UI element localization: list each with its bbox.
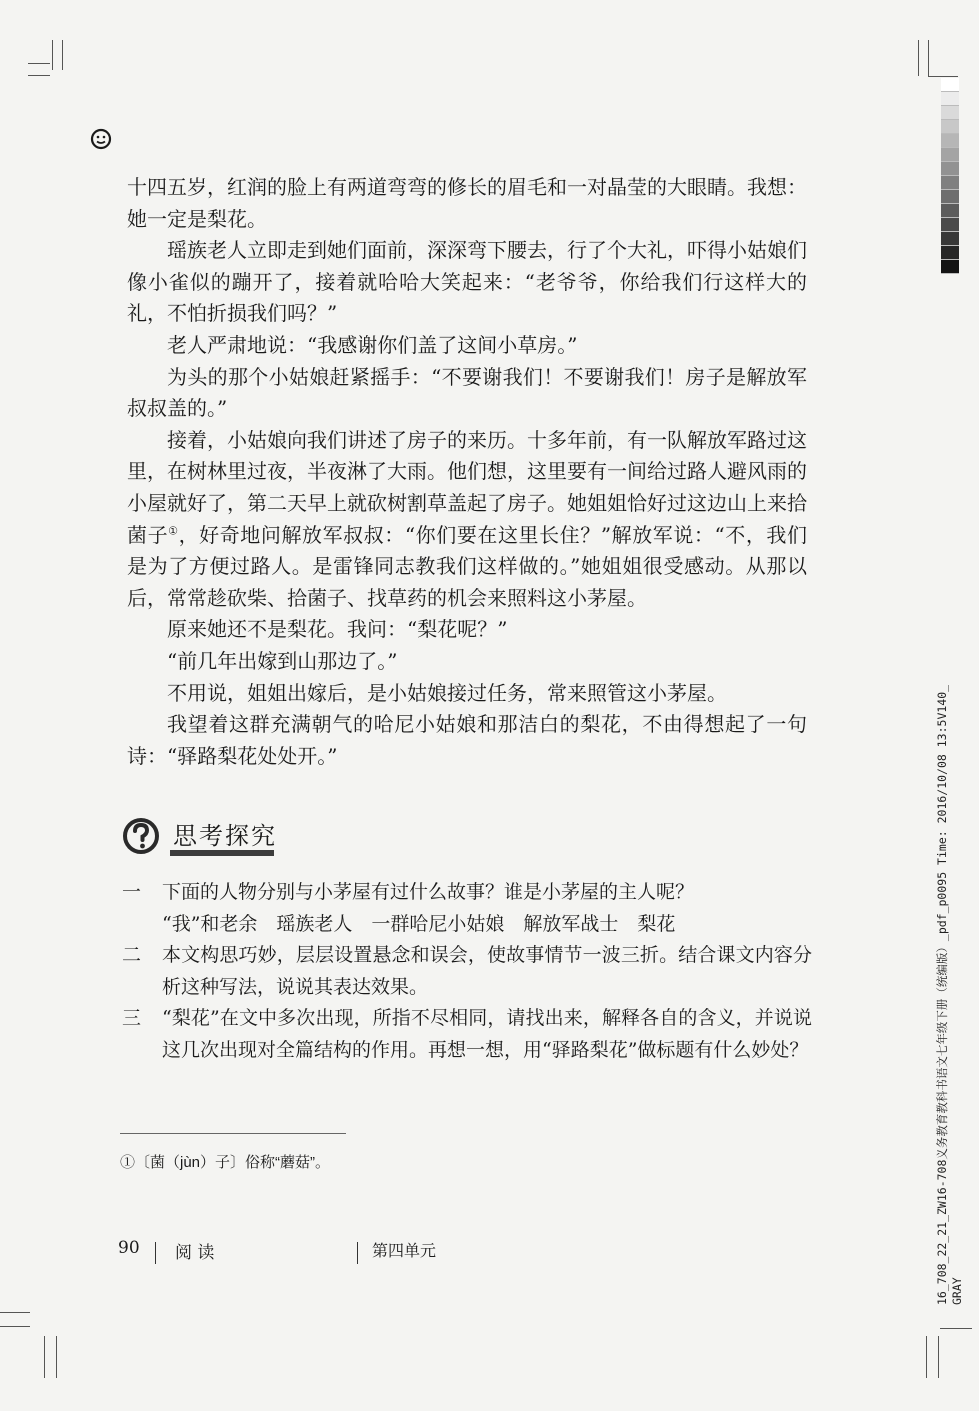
footer-separator xyxy=(357,1242,358,1264)
gray-swatch xyxy=(941,162,959,176)
section-underline xyxy=(170,850,274,856)
question-item xyxy=(122,877,812,940)
question-number: 一 xyxy=(122,881,142,903)
crop-mark xyxy=(928,76,958,77)
smiley-face-icon xyxy=(90,128,112,150)
crop-mark xyxy=(28,63,50,64)
paragraph: 我望着这群充满朝气的哈尼小姑娘和那洁白的梨花，不由得想起了一句诗：“驿路梨花处处开。” xyxy=(127,712,807,768)
footer-section-label: 阅 读 xyxy=(175,1243,215,1263)
question-item xyxy=(122,1003,812,1066)
paragraph-text: ，好奇地问解放军叔叔：“你们要在这里长住？”解放军说：“不，我们是为了方便过路人。是雷锋同志教我们这样做的。”她姐姐很受感动。从那以后，常常趁砍柴、拾菌子、找草药的机会来照料这小茅屋。 xyxy=(127,522,807,610)
question-text: 本文构思巧妙，层层设置悬念和误会，使故事情节一波三折。结合课文内容分析这种写法，说说其表达效果。 xyxy=(162,944,812,998)
gray-swatch xyxy=(941,246,959,260)
paragraph: 老人严肃地说：“我感谢你们盖了这间小草房。” xyxy=(167,332,578,357)
gray-swatch xyxy=(941,148,959,162)
crop-mark xyxy=(56,1336,57,1378)
question-options: “我”和老余 瑶族老人 一群哈尼小姑娘 解放军战士 梨花 xyxy=(162,912,676,935)
gray-swatch xyxy=(941,120,959,134)
paragraph-text: 接着，小姑娘向我们讲述了房子的来历。十多年前，有一队解放军路过这里，在树林里过夜，半夜淋了大雨。他们想，这里要有一间给过路人避风雨的小屋就好了，第二天早上就砍树割草盖起了房子。她姐姐恰好过这边山上来拾菌子 xyxy=(127,427,807,547)
gray-swatch xyxy=(941,78,959,92)
crop-mark xyxy=(0,1326,30,1327)
printer-stamp-line: 16_708_22_21_ZW16-708义务教育教科书语文七年级下册（统编版）_pdf_p0095 Time: 2016/10/08 13:5V140_ xyxy=(935,684,949,1305)
crop-mark xyxy=(52,40,53,70)
question-item xyxy=(122,940,812,1003)
paragraph: 十四五岁，红润的脸上有两道弯弯的修长的眉毛和一对晶莹的大眼睛。我想：她一定是梨花。 xyxy=(127,175,807,231)
gray-swatch xyxy=(941,260,959,274)
gray-swatch xyxy=(941,232,959,246)
question-number: 二 xyxy=(122,944,142,966)
paragraph: “前几年出嫁到山那边了。” xyxy=(167,648,398,673)
gray-swatch xyxy=(941,134,959,148)
footer-unit-label: 第四单元 xyxy=(372,1241,437,1260)
footer-separator xyxy=(155,1242,156,1264)
gray-swatch xyxy=(941,106,959,120)
section-header xyxy=(122,814,282,860)
printer-stamp-gray: GRAY xyxy=(950,1277,964,1305)
crop-mark xyxy=(918,40,919,76)
page-number: 90 xyxy=(118,1238,140,1258)
gray-swatch xyxy=(941,92,959,106)
question-number: 三 xyxy=(122,1007,142,1029)
question-mark-icon xyxy=(122,817,160,855)
paragraph: 瑶族老人立即走到她们面前，深深弯下腰去，行了个大礼，吓得小姑娘们像小雀似的蹦开了，接着就哈哈大笑起来：“老爷爷，你给我们行这样大的礼，不怕折损我们吗？” xyxy=(127,238,807,326)
paragraph xyxy=(127,425,807,615)
crop-mark xyxy=(0,1312,30,1313)
section-title: 思考探究 xyxy=(173,823,277,850)
gray-swatch xyxy=(941,218,959,232)
crop-mark xyxy=(62,40,63,70)
question-text: “梨花”在文中多次出现，所指不尽相同，请找出来，解释各自的含义，并说说这几次出现对全篇结构的作用。再想一想，用“驿路梨花”做标题有什么妙处？ xyxy=(162,1007,812,1061)
crop-mark xyxy=(938,1336,939,1378)
footnote: ①〔菌（jùn）子〕俗称“蘑菇”。 xyxy=(120,1154,331,1171)
crop-mark xyxy=(44,1336,45,1378)
printer-stamp xyxy=(934,685,964,1305)
question-text: 下面的人物分别与小茅屋有过什么故事？谁是小茅屋的主人呢？ xyxy=(162,881,695,903)
crop-mark xyxy=(926,1336,927,1378)
crop-mark xyxy=(940,1328,972,1329)
crop-mark xyxy=(28,75,50,76)
crop-mark xyxy=(928,40,929,76)
gray-swatch xyxy=(941,176,959,190)
paragraph: 为头的那个小姑娘赶紧摇手：“不要谢我们！不要谢我们！房子是解放军叔叔盖的。” xyxy=(127,364,807,421)
paragraph: 不用说，姐姐出嫁后，是小姑娘接过任务，常来照管这小茅屋。 xyxy=(167,680,727,705)
gray-swatch xyxy=(941,204,959,218)
gray-scale-strip xyxy=(941,78,959,272)
body-text xyxy=(127,172,807,772)
gray-swatch xyxy=(941,190,959,204)
paragraph: 原来她还不是梨花。我问：“梨花呢？” xyxy=(167,617,508,642)
footnote-divider xyxy=(120,1133,346,1134)
footnote-marker: ① xyxy=(168,523,179,537)
